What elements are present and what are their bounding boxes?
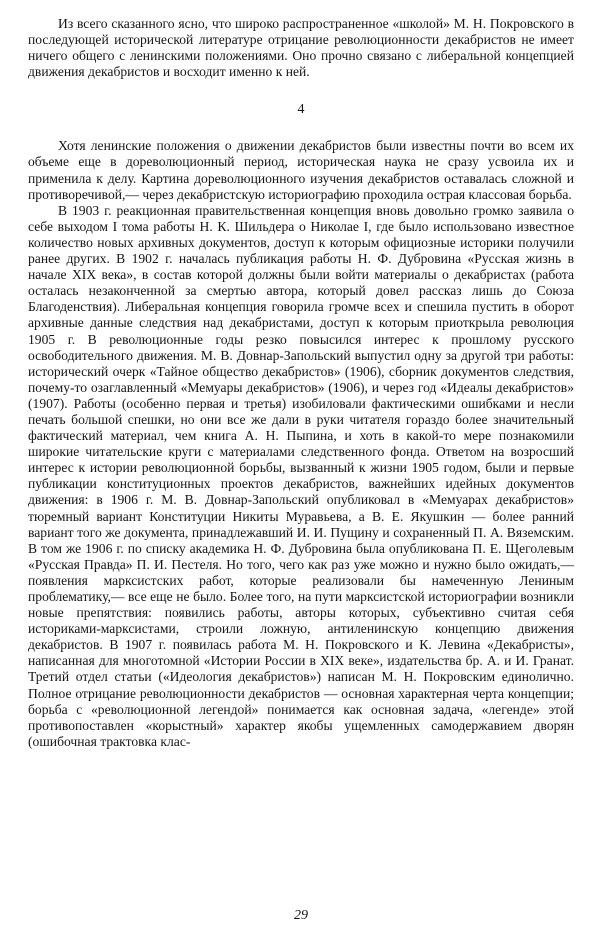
- document-page: [28, 16, 574, 924]
- section-paragraph-2: В 1903 г. реакционная правительственная концепция вновь довольно громко заявила о себе выходом I тома работы Н. К. Шильдера о Николае I, где было использовано известное количество новых архивных документов, доступ к которым официозные историки получили ранее других. В 1902 г. началась публикация работы Н. Ф. Дубровина «Русская жизнь в начале XIX века», в состав которой должны были войти материалы о декабристах (работа осталась незаконченной за смертью автора, который довел рассказ лишь до Союза Благоденствия). Либеральная концепция говорила громче всех и спешила пустить в оборот архивные данные следствия над декабристами, доступ к которым приоткрыла революция 1905 г. В революционные годы резко повысился интерес к прошлому русского освободительного движения. М. В. Довнар-Запольский выпустил одну за другой три работы: исторический очерк «Тайное общество декабристов» (1906), сборник документов следствия, почему-то озаглавленный «Мемуары декабристов» (1906), и через год «Идеалы декабристов» (1907). Работы (особенно первая и третья) изобиловали фактическими ошибками и несли печать большой спешки, но они все же дали в руки читателя гораздо более значительный фактический материал, чем книга А. Н. Пыпина, и хоть в какой-то мере познакомили широкие читательские круги с материалами следственного фонда. Ответом на возросший интерес к истории революционной борьбы, вызванный к жизни 1905 годом, были и первые публикации конституционных проектов декабристов, важнейших идейных документов движения: в 1906 г. М. В. Довнар-Запольский опубликовал в «Мемуарах декабристов» тюремный вариант Конституции Никиты Муравьева, а В. Е. Якушкин — более ранний вариант того же документа, принадлежавший И. И. Пущину и сохраненный П. А. Вяземским. В том же 1906 г. по списку академика Н. Ф. Дубровина была опубликована П. Е. Щеголевым «Русская Правда» П. И. Пестеля. Но того, чего как раз уже можно и нужно было ожидать,— появления марксистских работ, которые реализовали бы намеченную Лениным проблематику,— все еще не было. Более того, на пути марксистской историографии возникли новые препятствия: появились работы, авторы которых, субъективно считая себя историками-марксистами, строили ложную, антиленинскую концепцию движения декабристов. В 1907 г. появилась работа М. Н. Покровского и К. Левина «Декабристы», написанная для многотомной «Истории России в XIX веке», издательства бр. А. и И. Гранат. Третий отдел статьи («Идеология декабристов») написан М. Н. Покровским единолично. Полное отрицание революционности декабристов — основная характерная черта концепции; борьба с «революционной легендой» понимается как основная задача, «легенде» этой противопоставлен «корыстный» характер якобы ущемленных самодержавием дворян (ошибочная трактовка клас-: [28, 202, 574, 749]
- intro-paragraph: Из всего сказанного ясно, что широко распространенное «школой» М. Н. Покровского в последующей исторической литературе отрицание революционности декабристов не имеет ничего общего с ленинскими положениями. Оно прочно связано с либеральной концепцией движения декабристов и восходит именно к ней.: [28, 16, 574, 80]
- section-paragraph-1: Хотя ленинские положения о движении декабристов были известны почти во всем их объеме еще в дореволюционный период, историческая наука не сразу усвоила их и применила к делу. Картина дореволюционного изучения декабристов оставалась сложной и противоречивой,— через декабристскую историографию проходила острая классовая борьба.: [28, 138, 574, 202]
- page-number: 29: [294, 908, 308, 923]
- section-number: 4: [297, 102, 305, 118]
